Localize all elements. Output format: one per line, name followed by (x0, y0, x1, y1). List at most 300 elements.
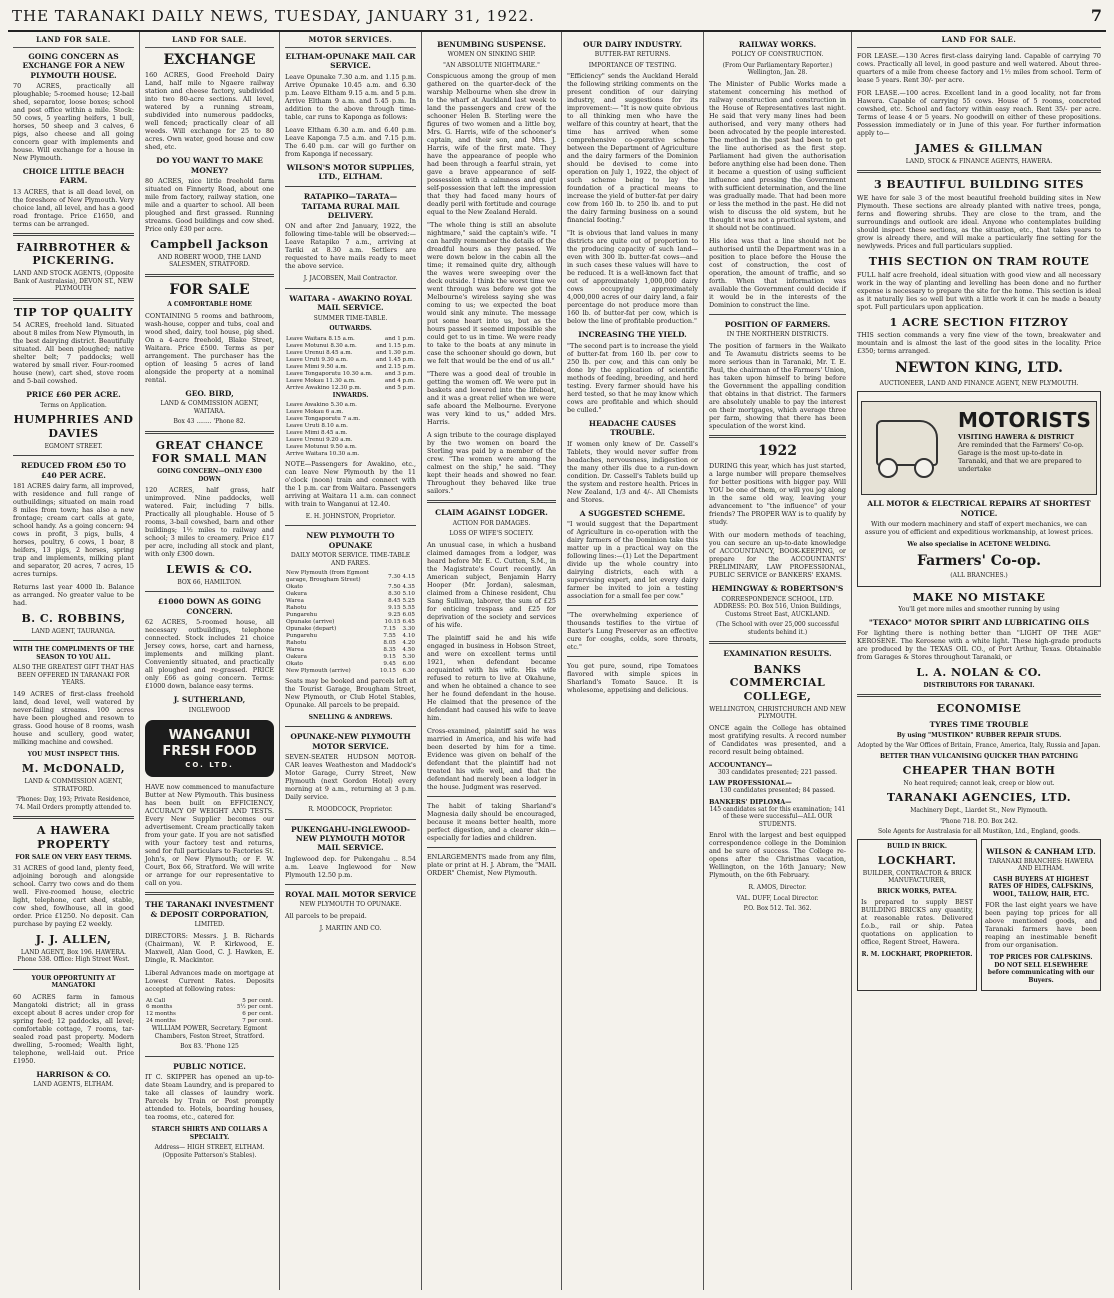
article-text: The plaintiff said he and his wife engaged in business in Hobson Street, and were on excellent terms until 1921, when defendant became acquainted with his wife. His wife refused to return to live at Okahune, and when he obtained a chance to see her he found defendant in the house. He claimed that the presence of the defendant had caused his wife to leave him. (427, 633, 556, 722)
stop: Pungarehu (286, 632, 318, 639)
table-row (145, 1004, 274, 1011)
motorists-heading: MOTORISTS (958, 408, 1091, 433)
section-label: LAND FOR SALE. (145, 36, 274, 48)
firm-name: HEMINGWAY & ROBERTSON'S (711, 584, 844, 594)
fresh-food-logo (145, 720, 274, 777)
divider (567, 656, 698, 657)
ad-subheading: GOING CONCERN—ONLY £300 DOWN (157, 468, 262, 483)
rate-value: 6 per cent. (242, 1011, 273, 1018)
table-row (285, 584, 416, 591)
article-text: The Minister of Public Works made a statement concerning his method of railway construction and construction in the House of Representatives last night. He said that very many lines had been authorised, and very many others had been advocated by the people interested. The method in the past had been to get the line authorised as the first step. Parliament had given the authorisation before anything else had been done. Then it became a question of using sufficient influence and pressing the Government with sufficient determination, and the line was gradually made. That had been more or less the method in the past. He did not wish to discuss the old system, but he thought it was not a practical system, and it should not be continued. (709, 79, 846, 232)
time: 5.10 (402, 591, 415, 598)
ad-text: 149 ACRES of first-class freehold land, dead level, well watered by never-failing streams. 100 acres have been ploughed and resown to grass. Good house of 8 rooms, wash house and scullery, good water, milking machine and cowshed. (13, 689, 134, 746)
article-subheading: LOSS OF WIFE'S SOCIETY. (449, 530, 534, 538)
firm-address: AUCTIONEER, LAND AND FINANCE AGENT, NEW PLYMOUTH. (879, 379, 1079, 387)
ad-text: 80 ACRES, nice little freehold farm situated on Finnerty Road, about one mile from factory, railway station, one mile and a quarter to school. All been ploughed and first grassed. Running streams. Good buildings and cow shed. Price only £30 per acre. (145, 177, 274, 233)
ad-heading: CHEAPER THAN BOTH (902, 764, 1056, 777)
article-headline: BENUMBING SUSPENSE. (437, 40, 546, 49)
stop: Leave Mimi 8.45 a.m. (286, 429, 348, 436)
firm-address: CORRESPONDENCE SCHOOL, LTD. ADDRESS: P.O. Box 516, Union Buildings, Customs Street East, AUCKLAND. (713, 595, 842, 618)
article-text: "Efficiency" sends the Auckland Herald the following striking comments on the present condition of our dairying industry, and suggestions for its improvement:— "It is now quite obvious to all thinking men who have the welfare of this country at heart, that the time has arrived when some comprehensive co-operative scheme between the Department of Agriculture and the dairy farmers of the Dominion should be devised to come into operation on July 1, 1922, the object of such scheme being to lay the foundation of a practical means to increase the yield of butter-fat per dairy cow from 160 lb. to 250 lb. and to put the dairy farming business on a sound financial footing." (567, 72, 698, 225)
time: 9.15 (383, 653, 396, 660)
article-subheading: INCREASING THE YIELD. (578, 330, 687, 340)
article-text: The position of farmers in the Waikato and Te Awamutu districts seems to be more serious than in Taranaki, Mr. T. E. Paul, the chairman of the Farmers' Union, has taken upon himself to bring before the Government the appalling condition that obtains in that district. The farmers are absolutely unable to pay the interest on their mortgages, which average three per farm, showing that there has been speculation of the worst kind. (709, 341, 846, 430)
motorists-heading-block (958, 408, 1092, 473)
ad-heading: REDUCED FROM £50 TO £40 PER ACRE. (20, 461, 127, 480)
ad-text: HAVE now commenced to manufacture Butter at New Plymouth. This business has been built on EFFICIENCY, ACCURACY OF WEIGHT AND TESTS. Every New Supplier becomes our advertisement. Cream practically taken from your gate. If you are not satisfied with your factory test and returns, send for full particulars to Factories St. John's, or New Plymouth; or F. W. Court, Box 66, Stratford. We will write or arrange for our representative to call on you. (145, 783, 274, 888)
ad-text: You'll get more miles and smoother running by using (898, 606, 1060, 614)
ad-subheading: NEW PLYMOUTH TO OPUNAKE. (299, 901, 402, 909)
ad-text: 181 ACRES dairy farm, all improved, with residence and full range of outbuildings; situated on main road 8 miles from town; has also a new frontage; cream cart calls at gate, school handy. As a going concern: 94 cows in profit, 3 pigs, bulls, 4 horses, poultry, 6 cows, 1 boar, 8 heifers, 13 pigs, 2 horses, spring trap and implements, milking plant and separator, 20 acres, 7 acres, 15 acres turnips. (13, 482, 134, 578)
ad-heading: YOU MUST INSPECT THIS. (27, 750, 120, 758)
stop: Leave Motunui 9.50 a.m. (286, 443, 357, 450)
stop: Leave Mokau 6 a.m. (286, 408, 344, 415)
divider (857, 694, 1101, 697)
ad-heading: 3 BEAUTIFUL BUILDING SITES (874, 178, 1084, 191)
ad-text: We also specialise in ACETONE WELDING. (907, 541, 1051, 548)
result-exam: LAW PROFESSIONAL— (709, 779, 792, 788)
time: 8.30 (388, 591, 401, 598)
firm-name: LOCKHART. (877, 854, 957, 867)
article-subheading: IN THE NORTHERN DISTRICTS. (726, 331, 829, 339)
firm-name: STARCH SHIRTS AND COLLARS A SPECIALTY. (151, 1126, 268, 1141)
firm-address: Address— HIGH STREET, ELTHAM. (Opposite Patterson's Stables). (154, 1144, 265, 1159)
time: 4.10 (402, 632, 415, 639)
divider (13, 640, 134, 641)
firm-name: GEO. BIRD, (185, 388, 234, 398)
ad-heading: RATAPIKO—TARATA—TAITAMA RURAL MAIL DELIVERY. (301, 192, 400, 220)
ad-heading: BUILD IN BRICK. (887, 842, 947, 850)
article-subheading: IMPORTANCE OF TESTING. (588, 61, 677, 69)
divider (285, 884, 416, 885)
firm-address: LAND AGENT, TAURANGA. (31, 627, 116, 635)
table-row (285, 385, 416, 392)
firm-name: R. MOODCOCK, Proprietor. (308, 806, 393, 814)
stop: New Plymouth (arrive) (286, 667, 351, 674)
stop: Opunake (arrive) (286, 619, 335, 626)
ad-heading: PUKENGAHU-INGLEWOOD-NEW PLYMOUTH MOTOR MAIL SERVICE. (290, 824, 411, 853)
ad-text: Inglewood dep. for Pukengahu .. 8.54 a.m. Leave Inglewood for New Plymouth 12.50 p.m. (285, 854, 416, 879)
stop: Rahotu (286, 639, 307, 646)
article-text: If women only knew of Dr. Cassell's Tablets, they would never suffer from headaches, nervousness, indigestion or the many other ills due to a run-down condition. Dr. Cassell's Tablets build up the system and restore health. Prices in New Zealand, 1/3 and 4/-. All Chemists and Stores. (567, 439, 698, 504)
article-subheading: HEADACHE CAUSES TROUBLE. (588, 418, 677, 438)
article-subheading: "AN ABSOLUTE NIGHTMARE." (443, 61, 540, 69)
time: 10.15 (379, 667, 396, 674)
time: and 2.15 p.m. (376, 363, 415, 370)
article-text: "There was a good deal of trouble in getting the women off. We were put in baskets and lowered into the lifeboat, and it was a great relief when we were safe aboard the Melbourne. Everyone was very kind to us," added Mrs. Harris. (427, 370, 556, 427)
stop: New Plymouth (from Egmont garage, Brougham Street) (286, 570, 369, 584)
article-text: Cross-examined, plaintiff said he was married in America, and his wife had been deserted by him for a time. Evidence was given on behalf of the defendant that the plaintiff had not treated his wife well, and that the defendant had merely been a lodger in the house. Judgment was reserved. (427, 726, 556, 791)
ad-text: SEVEN-SEATER HUDSON MOTOR-CAR leaves Weatheston and Maddock's Motor Garage, Curry Street, New Plymouth (next Gordon Hotel) every morning at 9 a.m., returning at 3 p.m. Daily service. (285, 753, 416, 802)
timetable-np-opunake (285, 570, 416, 626)
divider (13, 816, 134, 819)
column-3 (280, 32, 422, 1290)
ad-text: Is prepared to supply BEST BUILDING BRICKS any quantity, at reasonable rates. Delivered f.o.b., rail or ship. Patea quotations on application to office, Regent Street, Hawera. (861, 898, 973, 947)
firm-address: BRICK WORKS, PATEA. (877, 887, 957, 895)
divider (285, 726, 416, 727)
article-text: "I would suggest that the Department of Agriculture in co-operation with the dairy farmers of the Dominion take this matter up in a practical way on the following lines:—(1) Let the Department divide up the whole country into dairying districts, each with a supervising expert, and let every dairy farmer be invited to join a testing association for a small fee per cow." (567, 519, 698, 600)
ad-text: 120 ACRES, half grass, half unimproved. Nine paddocks, well watered. Fair, including 7 bills. Practically all ploughable. House of 5 rooms, 3-bail cowshed, barn and other buildings; 1½ miles to railway and school; 3 miles to creamery. Price £17 per acre, including all stock and plant, with only £300 down. (145, 486, 274, 559)
time: and 5 p.m. (384, 384, 415, 391)
stop: Arrive Waitara 10.30 a.m. (286, 450, 360, 457)
firm-name: J. SUTHERLAND, (173, 695, 246, 705)
time: 7.30 (388, 573, 401, 580)
table-row (285, 364, 416, 371)
article-subheading: A SUGGESTED SCHEME. (579, 508, 686, 518)
table-row (145, 1011, 274, 1018)
time: 7.50 (388, 584, 401, 591)
divider (145, 431, 274, 434)
ad-text: Returns last year 4000 lb. Balance as arranged. No greater value to be had. (13, 583, 134, 607)
column-1 (8, 32, 140, 1290)
time: 9.45 (383, 660, 396, 667)
ad-heading: TIP TOP QUALITY (13, 305, 134, 319)
time: 10.15 (384, 619, 401, 626)
ad-subheading: FOR SALE ON VERY EASY TERMS. (15, 853, 132, 861)
logo-subtext: CO. LTD. (185, 760, 234, 769)
firm-name: J. MARTIN AND CO. (319, 924, 382, 932)
firm-address: LAND AGENT, Box 196. HAWERA. Phone 538. Office: High Street West. (17, 948, 130, 964)
column-7 (852, 32, 1106, 1290)
table-row (285, 654, 416, 661)
time: 5.25 (402, 598, 415, 605)
firm-phone: Box 43 ........ 'Phone 82. (173, 418, 246, 426)
time: 4.50 (402, 646, 415, 653)
masthead-title: THE TARANAKI DAILY NEWS, TUESDAY, JANUARY 31, 1922. (12, 7, 535, 25)
product-name: "TEXACO" MOTOR SPIRIT AND LUBRICATING OILS (868, 617, 1090, 627)
table-row (285, 661, 416, 668)
time: 7.15 (383, 626, 396, 632)
article-dateline: (From Our Parliamentary Reporter.) Wellington, Jan. 28. (722, 61, 833, 77)
divider (285, 186, 416, 187)
firm-name: Campbell Jackson (150, 238, 269, 251)
article-text: "The whole thing is still an absolute nightmare," said the captain's wife. "I can hardly remember the details of the dreadful hours as they passed. We were down below in the cabin all the time; it remained quite dry, although the waves were sweeping over the deck outside. I think the worst time we went through was before we got the Melbourne's wireless saying she was coming to us; we expected the boat would sink any minute. The message put some heart into us, but as the hours passed it seemed impossible she could get to us in time. We were ready to take to the boats at any minute in case the schooner should go down, but we felt that would be the end of us all." (427, 221, 556, 366)
table-row (285, 451, 416, 458)
table-row (285, 612, 416, 619)
firm-name: FAIRBROTHER & PICKERING. (16, 240, 131, 268)
firm-branches: (ALL BRANCHES.) (950, 572, 1008, 579)
ad-text: All parcels to be prepaid. (285, 911, 367, 920)
rate-term: 12 months (146, 1011, 176, 1018)
ad-heading: THIS SECTION ON TRAM ROUTE (868, 254, 1090, 268)
ad-heading: CASH BUYERS AT HIGHEST RATES OF HIDES, CALFSKINS, WOOL, TALLOW, HAIR, ETC. (988, 875, 1094, 898)
time: 8.35 (383, 646, 396, 653)
divider (13, 233, 134, 236)
stop: Leave Tongaporutu 7 a.m. (286, 415, 361, 422)
results-list (709, 761, 846, 829)
divider (427, 847, 556, 848)
stop: Warea (286, 646, 304, 653)
time: 6.30 (402, 667, 415, 674)
time: 7.55 (383, 632, 396, 639)
article-text: You get pure, sound, ripe Tomatoes flavored with simple spices in Sharland's Tomato Sauce. It is wholesome, appetising and delicious. (567, 661, 698, 694)
time: 6.45 (402, 619, 415, 626)
table-row (285, 598, 416, 605)
tyres-heading: TYRES TIME TROUBLE (929, 720, 1029, 730)
divider (13, 298, 134, 301)
table-row (285, 423, 416, 430)
firm-name: J. J. ALLEN, (35, 933, 112, 946)
firm-name: B. C. ROBBINS, (21, 612, 126, 625)
rate-value: 5½ per cent. (236, 1004, 273, 1011)
firm-name: NEWTON KING, LTD. (895, 360, 1063, 377)
timetable-inwards (285, 402, 416, 458)
rate-term: 6 months (146, 1004, 173, 1011)
ad-text: Enrol with the largest and best equipped correspondence college in the Dominion and be sure of success. The College re-opens after the Christmas vacation, Wellington, on the 16th January; New Plymouth, on the 6th February. (709, 831, 846, 880)
rate-value: 7 per cent. (242, 1018, 273, 1025)
table-row (285, 378, 416, 385)
article-subheading: BUTTER-FAT RETURNS. (594, 51, 671, 59)
table-row (285, 591, 416, 598)
ad-heading: ALL MOTOR & ELECTRICAL REPAIRS AT SHORTEST NOTICE. (867, 499, 1091, 518)
result-value: 145 candidates sat for this examination; 141 of these were successful—ALL OUR STUDENTS. (709, 805, 846, 828)
table-row (285, 619, 416, 626)
section-label: LAND FOR SALE. (857, 36, 1101, 48)
wilson-canham-ad (981, 839, 1101, 992)
ad-heading: ECONOMISE (936, 702, 1022, 716)
table-row (285, 633, 416, 640)
divider (285, 288, 416, 289)
table-row (285, 343, 416, 350)
firm-address: INGLEWOOD (188, 706, 231, 714)
time: and 1.45 p.m. (376, 356, 415, 363)
ad-text: 62 ACRES, 5-roomed house, all necessary outbuildings, telephone connected. Stock includes 21 choice Jersey cows, horse, cart and harness, implements and milking plant. Conveniently situated, and practically all ploughed and re-grassed. PRICE only £66 as going concern. Terms: £1000 down, balance easy terms. (145, 618, 274, 691)
ad-text: DIRECTORS: Messrs. J. B. Richards (Chairman), W. P. Kirkwood, E. Maxwell, Alan Good, C. J. Hawken, E. Dingle, R. Mackintor. (145, 931, 274, 964)
ad-text: NOTE—Passengers for Awakino, etc., can leave New Plymouth by the 11 o'clock (noon) train and connect with the 1 p.m. car from Waitara. Passengers arriving at Waitara 11 a.m. can connect with train to Wanganui at 12.40. (285, 459, 416, 508)
rate-term: At Call (146, 997, 166, 1004)
firm-name: WILSON & CANHAM LTD. (986, 846, 1096, 856)
ad-heading: MAKE NO MISTAKE (912, 590, 1046, 604)
stop: Oakura (286, 591, 307, 598)
firm-name: E. H. JOHNSTON, Proprietor. (305, 512, 396, 520)
divider (145, 892, 274, 895)
ad-text: Leave Eltham 6.30 a.m. and 6.40 p.m. Leave Kaponga 7.5 a.m. and 7.15 p.m. The 6.40 p.m. car will go further on from Kaponga if necessary. (285, 125, 416, 158)
article-subheading: ACTION FOR DAMAGES. (452, 519, 531, 527)
time: 6.05 (402, 612, 415, 619)
table-row (285, 626, 416, 633)
stop: Opunake (depart) (286, 626, 337, 632)
table-row (285, 668, 416, 675)
firm-address: LAND AND STOCK AGENTS, (Opposite Bank of Australasia), DEVON ST., NEW PLYMOUTH (13, 270, 134, 293)
time: 6.00 (402, 660, 415, 667)
firm-branches: TARANAKI BRANCHES: HAWERA AND ELTHAM. (988, 857, 1094, 873)
firm-subtitle: DISTRIBUTORS FOR TARANAKI. (923, 681, 1035, 689)
page-number: 7 (1090, 6, 1102, 25)
timetable-heading: OUTWARDS. (329, 325, 372, 333)
article-text: The habit of taking Sharland's Magnesia daily should be encouraged, because it means better health, more perfect digestion, and a clearer skin—especially for ladies and children. (427, 801, 556, 842)
motor-car-illustration (861, 401, 1097, 495)
article-text: His idea was that a line should not be authorised until the Department was in a position to place before the House the cost of construction, the cost of operation, the amount of traffic, and so forth. When that information was available the Government could decide if it would be in the interests of the Dominion to construct the line. (709, 236, 846, 309)
ad-text: 31 ACRES of good land, plenty feed, adjoining borough and alongside school. Carry two cows and do them well. Five-roomed house, electric light, telephone, cart shed, stable, cow shed, fowlhouse, all in good order. Price £1250. No deposit. Can purchase by paying £2 weekly. (13, 864, 134, 928)
divider (857, 170, 1101, 173)
firm-phone: 'Phone 718. P.O. Box 242. (940, 817, 1018, 825)
divider (13, 455, 134, 456)
motorists-subheading: VISITING HAWERA & DISTRICT (958, 433, 1075, 442)
article-headline: POSITION OF FARMERS. (724, 319, 831, 329)
ad-text: FOR the last eight years we have been paying top prices for all above mentioned goods, and Taranaki farmers have been reaping an inestimable benefit from our organisation. (985, 901, 1097, 950)
column-5 (562, 32, 704, 1290)
firm-address: Machinery Dept., Liardet St., New Plymouth. (910, 807, 1048, 814)
table-row (285, 640, 416, 647)
columns (8, 32, 1106, 1290)
lockhart-ad (857, 839, 977, 992)
ad-heading: ALSO THE GREATEST GIFT THAT HAS BEEN OFFERED IN TARANAKI FOR YEARS. (13, 664, 134, 687)
table-row (145, 1018, 274, 1025)
article-text: A sign tribute to the courage displayed by the two women on board the Sterling was paid by a member of the crew. "The women were among the calmest on the ship," he said. "They kept their heads and showed no fear. Throughout they behaved like true sailors." (427, 431, 556, 496)
article-subheading: WOMEN ON SINKING SHIP. (447, 51, 536, 59)
time: 3.30 (402, 626, 415, 632)
ad-text: 60 ACRES farm in famous Mangatoki district; all in grass except about 8 acres under crop for spring feed; 12 paddocks, all level; comfortable cottage, 7 rooms, tar-sealed road past property. Modern dwelling, 5-roomed; Wealth light, telephone, well-laid out. Price £1950. (13, 992, 134, 1065)
ad-text: WE have for sale 3 of the most beautiful freehold building sites in New Plymouth. These sections are already planted with native trees, ponga, ferns and flowering shrubs. They are close to the tram, and the surroundings and outlook are ideal. Anyone who contemplates building should inspect these sections, as the situation, etc., that takes years to grow is already there, and will make a particularly fine setting for the newlyweds. Prices and full particulars supplied. (857, 193, 1101, 250)
ad-heading: ELTHAM-OPUNAKE MAIL CAR SERVICE. (285, 51, 416, 71)
firm-name: THE TARANAKI INVESTMENT & DEPOSIT CORPORATION, (145, 900, 274, 919)
divider (285, 525, 416, 526)
stop: Leave Urenui 8.45 a.m. (286, 349, 353, 356)
bottom-ads (857, 839, 1101, 992)
masthead (8, 6, 1106, 32)
section-label: MOTOR SERVICES. (285, 36, 416, 48)
ad-heading: EXAMINATION RESULTS. (723, 649, 832, 659)
stop: Leave Motunui 8.30 a.m. (286, 342, 357, 349)
time: and 1 p.m. (384, 335, 415, 342)
table-row (285, 416, 416, 423)
ad-heading: FOR SALE (169, 281, 250, 298)
ad-text: With our modern methods of teaching, you can secure an up-to-date knowledge of ACCOUNTANCY, BOOK-KEEPING, or prepare for the ACCOUNTANTS' PRELIMINARY, LAW PROFESSIONAL, PUBLIC SERVICE or BANKERS' EXAMS. (709, 531, 846, 580)
ad-subheading: By using "MUSTIKON" RUBBER REPAIR STUDS. (896, 731, 1062, 739)
ad-text: ON and after 2nd January, 1922, the following time-table will be observed:— Leave Ratapiko 7 a.m., arriving at Tariki at 8.30 a.m. Settlers are requested to have mails ready to meet the above service. (285, 222, 416, 271)
secretary: WILLIAM POWER, Secretary. Egmont Chambers, Feston Street, Stratford. (151, 1025, 268, 1040)
article-subheading: POLICY OF CONSTRUCTION. (731, 51, 824, 59)
time: 8.05 (383, 639, 396, 646)
divider (285, 819, 416, 820)
stop: Leave Tongaporutu 10.30 a.m. (286, 370, 373, 377)
firm-phone: P.O. Box 512. Tel. 362. (743, 905, 812, 913)
firm-address: EGMONT STREET. (44, 442, 103, 450)
ad-heading: 1 ACRE SECTION FITZROY (889, 315, 1069, 329)
table-row (285, 371, 416, 378)
time: 9.25 (388, 612, 401, 619)
ad-text: Adopted by the War Offices of Britain, France, America, Italy, Russia and Japan. (857, 742, 1101, 749)
firm-note: Sole Agents for Australasia for all Mustikon, Ltd., England, goods. (877, 828, 1081, 835)
terms: Terms on Application. (40, 401, 107, 409)
time: and 4 p.m. (384, 377, 415, 384)
divider (145, 274, 274, 277)
result-exam: ACCOUNTANCY— (709, 760, 773, 769)
table-row (285, 409, 416, 416)
ad-heading: PUBLIC NOTICE. (173, 1061, 246, 1071)
price: PRICE £60 PER ACRE. (26, 390, 121, 400)
ad-text: Leave Opunake 7.30 a.m. and 1.15 p.m. Arrive Opunake 10.45 a.m. and 6.30 p.m. Leave Eltham 9.15 a.m. and 5 p.m. Arrive Eltham 9 a.m. and 5.45 p.m. In addition to the above through time-table, car runs to Kaponga as follows: (285, 72, 416, 121)
ad-heading: £1000 DOWN AS GOING CONCERN. (157, 597, 262, 616)
firm-note: (The School with over 25,000 successful students behind it.) (716, 621, 839, 636)
stop: Leave Waitara 8.15 a.m. (286, 335, 355, 342)
article-text: "The overwhelming experience of thousands testifies to the virtue of Baxter's Lung Preserver as an effective cure for coughs, colds, sore throats, etc." (567, 610, 698, 651)
table-row (285, 605, 416, 612)
article-text: An unusual case, in which a husband claimed damages from a lodger, was heard before Mr. E. C. Cutten, S.M., in the Magistrate's Court recently. An American subject, Benjamin Harry Hooper (Mr. Jordan), salesman, claimed from a Chinese resident, Chu Sang Sullivan, laborer, the sum of £25 for enticing trespass and £25 for deprivation of the society and services of his wife. (427, 540, 556, 629)
ad-text: No heat required; cannot leak, creep or blow out. (903, 779, 1055, 787)
ad-text: CONTAINING 5 rooms and bathroom, wash-house, copper and tubs, coal and wood shed, dairy, tool house, pig shed. On a 4-acre freehold, Blake Street, Waitara. Price £500. Terms as per arrangement. The purchaser has the option of leasing 5 acres of land alongside the property at a nominal rental. (145, 311, 274, 384)
firm-director: R. AMOS, Director. (748, 884, 807, 892)
time: 5.55 (402, 605, 415, 612)
ad-heading: CHOICE LITTLE BEACH FARM. (22, 166, 125, 186)
firm-subtitle: LIMITED. (194, 921, 225, 928)
time: 4.35 (402, 584, 415, 591)
timetable-heading: INWARDS. (332, 391, 369, 399)
ad-text: Seats may be booked and parcels left at the Tourist Garage, Brougham Street, New Plymouth, or Club Hotel Stables, Opunake. All parcels to be prepaid. (285, 676, 416, 709)
timetable-opunake-np (285, 626, 416, 675)
article-headline: CLAIM AGAINST LODGER. (435, 508, 548, 518)
ad-text: DURING this year, which has just started, a large number will prepare themselves for better positions with bigger pay. Will YOU be one of them, or will you jog along in the same old way, leaving your advancement to "the influence" of your friends? The PROPER WAY is to qualify by study. (709, 462, 847, 527)
article-text: "The second part is to increase the yield of butter-fat from 160 lb. per cow to 250 lb. per cow, and this can only be done by the application of scientific methods of feeding, breeding, and herd testing. Every farmer should have his herd tested, so that he may know which cows are profitable and which should be culled." (567, 341, 698, 414)
ad-text: With our modern machinery and staff of expert mechanics, we can assure you of efficient and expeditious workmanship, at lowest prices. (864, 520, 1094, 536)
stop: Leave Uruti 9.30 a.m. (286, 356, 348, 363)
divider (709, 314, 846, 315)
column-2 (140, 32, 280, 1290)
firm-address: LAND & COMMISSION AGENT, STRATFORD. (24, 778, 123, 793)
firm-subtitle: BUILDER, CONTRACTOR & BRICK MANUFACTURER, (862, 869, 972, 885)
table-row (285, 437, 416, 444)
divider (13, 969, 134, 970)
divider (709, 641, 846, 644)
ad-text: 70 ACRES, practically all ploughable; 5-roomed house; 12-bail shed, separator, loose boxes; school and post office within a mile. Stock: 50 cows, 5 yearling heifers, 1 bull, horses, 50 sheep and 3 calves, 6 pigs, also cheese and all going concern gear with implements and house. Will exchange for a house in New Plymouth. (13, 81, 134, 162)
article-headline: OUR DAIRY INDUSTRY. (582, 40, 683, 49)
ad-text: FOR LEASE.—100 acres. Excellent land in a good locality, not far from Hawera. Capable of carrying 55 cows. House of 5 rooms, concreted cowshed, etc. School and factory within easy reach. Rent 35/- per acre. Terms of lease 4 or 5 years. No goodwill on either of these propositions. Possession immediately or in June of this year. For further information apply to— (857, 88, 1101, 137)
time: 9.15 (388, 605, 401, 612)
firm-phone: Box 83. 'Phone 125 (180, 1043, 239, 1051)
firm-address: LAND AGENTS, ELTHAM. (33, 1081, 114, 1089)
divider (709, 435, 846, 438)
ad-heading: YOUR OPPORTUNITY AT MANGATOKI (31, 974, 116, 990)
firm-name: Farmers' Co-op. (916, 552, 1042, 569)
firm-name: SNELLING & ANDREWS. (308, 713, 393, 721)
stop: Leave Mimi 9.50 a.m. (286, 363, 348, 370)
firm-name: M. McDONALD, (21, 762, 126, 776)
firm-address: LAND & COMMISSION AGENT, WAITARA. (160, 400, 259, 415)
firm-name: HARRISON & CO. (36, 1069, 111, 1079)
stop: Leave Urenui 9.20 a.m. (286, 436, 353, 443)
column-6 (704, 32, 852, 1290)
time: 4.15 (402, 573, 415, 580)
time: and 3 p.m. (384, 370, 415, 377)
result-value: 303 candidates presented; 221 passed. (717, 768, 837, 776)
stop: Okato (286, 584, 303, 591)
ad-text: THIS section commands a very fine view of the town, breakwater and mountain and is almost the last of the good sites in the locality. Price £350; terms arranged. (857, 331, 1101, 356)
ad-text: ONCE again the College has obtained most gratifying results. A record number of Candidates was presented, and a record result being obtained. (709, 723, 846, 756)
ad-text: FULL half acre freehold, ideal situation with good view and all necessary work in the way of planting and levelling has been done and no further expense is necessary to prepare the site for the home. This section is ideal as it naturally lies so well but with a little work it can be made a beauty spot. Full particulars upon application. (857, 270, 1101, 311)
ad-text: 160 ACRES, Good Freehold Dairy Land, half mile to Ngaere railway station and cheese factory, subdivided into two 80-acre sections. All level, watered by a running stream, subdivided into numerous paddocks, well fenced; practically clear of all weeds. Will exchange for 25 to 80 acres. Own water, good house and cow shed, etc. (145, 71, 274, 152)
ad-heading: WAITARA - AWAKINO ROYAL MAIL SERVICE. (289, 293, 412, 313)
time: 4.20 (402, 639, 415, 646)
stop: Rahotu (286, 605, 307, 612)
ad-heading: A HAWERA PROPERTY (36, 824, 111, 851)
column-4 (422, 32, 562, 1290)
ad-subheading: DAILY MOTOR SERVICE. TIME-TABLE AND FARES. (290, 552, 411, 567)
divider (145, 1056, 274, 1057)
stop: Okato (286, 660, 303, 667)
firm-name: JAMES & GILLMAN (914, 141, 1044, 155)
ad-text: FOR LEASE.—130 Acres first-class dairying land. Capable of carrying 70 cows. Practically all level, in good pasture and well watered. About three-quarters of a mile from cheese factory and 1½ miles from school. Term of lease 5 years. Rent 30/- per acre. (857, 51, 1101, 84)
firm-name: BANKS COMMERCIAL COLLEGE, (729, 662, 826, 703)
firm-director: VAL. DUFF, Local Director. (736, 894, 819, 902)
firm-name: TARANAKI AGENCIES, LTD. (886, 791, 1072, 805)
ad-heading: GOING CONCERN AS EXCHANGE FOR A NEW PLYMOUTH HOUSE. (22, 51, 125, 80)
table-row (285, 444, 416, 451)
firm-name: WILSON'S MOTOR SUPPLIES, LTD., ELTHAM. (286, 162, 415, 181)
section-label: LAND FOR SALE. (13, 36, 134, 48)
table-row (285, 350, 416, 357)
wheel-icon (914, 458, 934, 478)
result-value: 130 candidates presented; 84 passed. (719, 787, 836, 795)
